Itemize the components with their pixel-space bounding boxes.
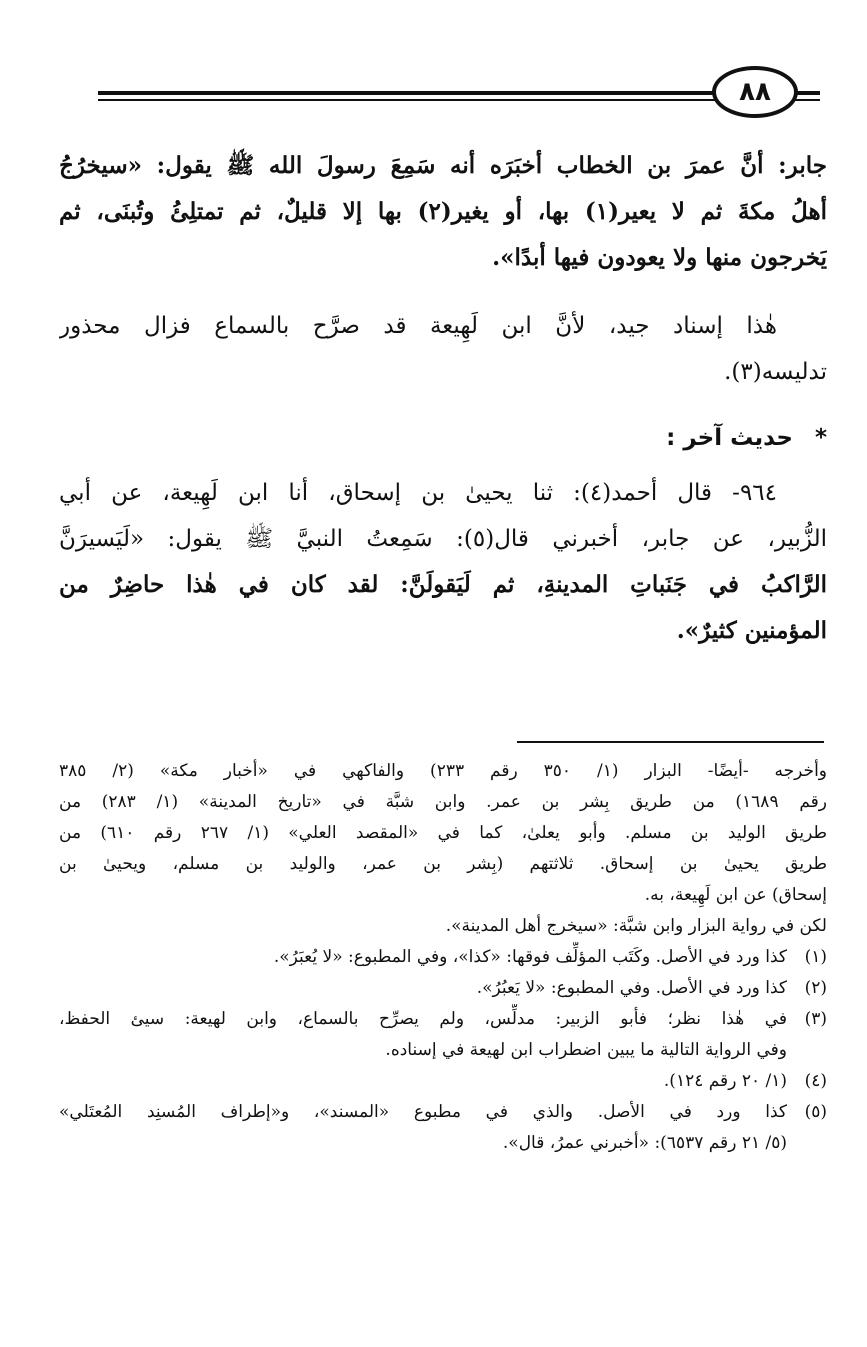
footnote-number: (٣) bbox=[804, 1009, 827, 1029]
footnote-line: (١/ ٢٠ رقم ١٢٤). bbox=[663, 1071, 787, 1091]
section-heading bbox=[59, 420, 827, 456]
footnote-line: وفي الرواية التالية ما يبين اضطراب ابن لهيعة في إسناده. bbox=[385, 1040, 787, 1060]
footnote-line: (٥/ ٢١ رقم ٦٥٣٧): «أخبرني عمرُ، قال». bbox=[502, 1133, 787, 1153]
hadith-964-paragraph bbox=[59, 470, 827, 654]
footnotes bbox=[59, 756, 827, 1159]
footnote-number: (٢) bbox=[804, 978, 827, 998]
section-heading-title: حديث آخر : bbox=[666, 425, 793, 451]
asterisk-icon: * bbox=[814, 425, 827, 451]
text-line: الزُّبير، عن جابر، أخبرني قال(٥): سَمِعتُ النبيَّ ﷺ يقول: «لَيَسيرَنَّ bbox=[59, 526, 827, 552]
text-line: الرَّاكبُ في جَنَباتِ المدينةِ، ثم لَيَقولَنَّ: لقد كان في هٰذا حاضِرٌ من bbox=[59, 571, 827, 598]
footnote-line: إسحاق) عن ابن لَهِيعة، به. bbox=[644, 885, 827, 905]
grading-paragraph bbox=[59, 303, 827, 395]
footnote-line: طريق يحيىٰ بن إسحاق. ثلاثتهم (بِشر بن عمر، والوليد بن مسلم، ويحيىٰ بن bbox=[59, 854, 827, 874]
text-line: تدليسه(٣). bbox=[724, 359, 827, 385]
footnote-3 bbox=[59, 1004, 827, 1066]
footnote-line: رقم ١٦٨٩) من طريق بِشر بن عمر. وابن شبَّة في «تاريخ المدينة» (١/ ٢٨٣) من bbox=[59, 792, 827, 812]
text-line: المؤمنين كثيرٌ». bbox=[676, 617, 827, 644]
footnote-4 bbox=[59, 1066, 827, 1097]
footnote-line: لكن في رواية البزار وابن شبَّة: «سيخرج أهل المدينة». bbox=[445, 916, 827, 936]
footnote-line: كذا ورد في الأصل. وفي المطبوع: «لا يَعبُرُ». bbox=[476, 978, 787, 998]
footnote-number: (٤) bbox=[804, 1071, 827, 1091]
text-line: أهلُ مكةَ ثم لا يعير(١) بها، أو يغير(٢) بها إلا قليلٌ، ثم تمتلِئُ وتُبنَى، ثم bbox=[59, 198, 827, 225]
footnote-separator bbox=[517, 741, 824, 743]
text-line: هٰذا إسناد جيد، لأنَّ ابن لَهِيعة قد صرَّح بالسماع فزال محذور bbox=[59, 313, 777, 339]
text-line: جابر: أنَّ عمرَ بن الخطاب أخبَرَه أنه سَمِعَ رسولَ الله ﷺ يقول: «سيخرُجُ bbox=[59, 152, 827, 179]
footnote-5 bbox=[59, 1097, 827, 1159]
page-number: ٨٨ bbox=[712, 66, 798, 118]
footnote-number: (١) bbox=[804, 947, 827, 967]
footnote-line: كذا ورد في الأصل. وكَتَب المؤلِّف فوقها: «كذا»، وفي المطبوع: «لا يُعبَرُ». bbox=[273, 947, 787, 967]
footnote-2 bbox=[59, 973, 827, 1004]
footnote-line: وأخرجه -أيضًا- البزار (١/ ٣٥٠ رقم ٢٣٣) والفاكهي في «أخبار مكة» (٢/ ٣٨٥ bbox=[59, 761, 827, 781]
footnote-1 bbox=[59, 942, 827, 973]
header-rule-thin bbox=[98, 99, 820, 101]
footnote-line: في هٰذا نظر؛ فأبو الزبير: مدلِّس، ولم يصرِّح بالسماع، وابن لهيعة: سيئ الحفظ، bbox=[59, 1009, 787, 1029]
footnote-line: كذا ورد في الأصل. والذي في مطبوع «المسند»، و«إطراف المُسنِد المُعتَلي» bbox=[59, 1102, 787, 1122]
footnote-number: (٥) bbox=[804, 1102, 827, 1122]
hadith-paragraph bbox=[59, 143, 827, 281]
text-line: ٩٦٤- قال أحمد(٤): ثنا يحيىٰ بن إسحاق، أنا ابن لَهِيعة، عن أبي bbox=[59, 480, 778, 506]
footnote-line: طريق الوليد بن مسلم. وأبو يعلىٰ، كما في «المقصد العلي» (١/ ٢٦٧ رقم ٦١٠) من bbox=[59, 823, 827, 843]
text-line: يَخرجون منها ولا يعودون فيها أبدًا». bbox=[492, 244, 827, 271]
